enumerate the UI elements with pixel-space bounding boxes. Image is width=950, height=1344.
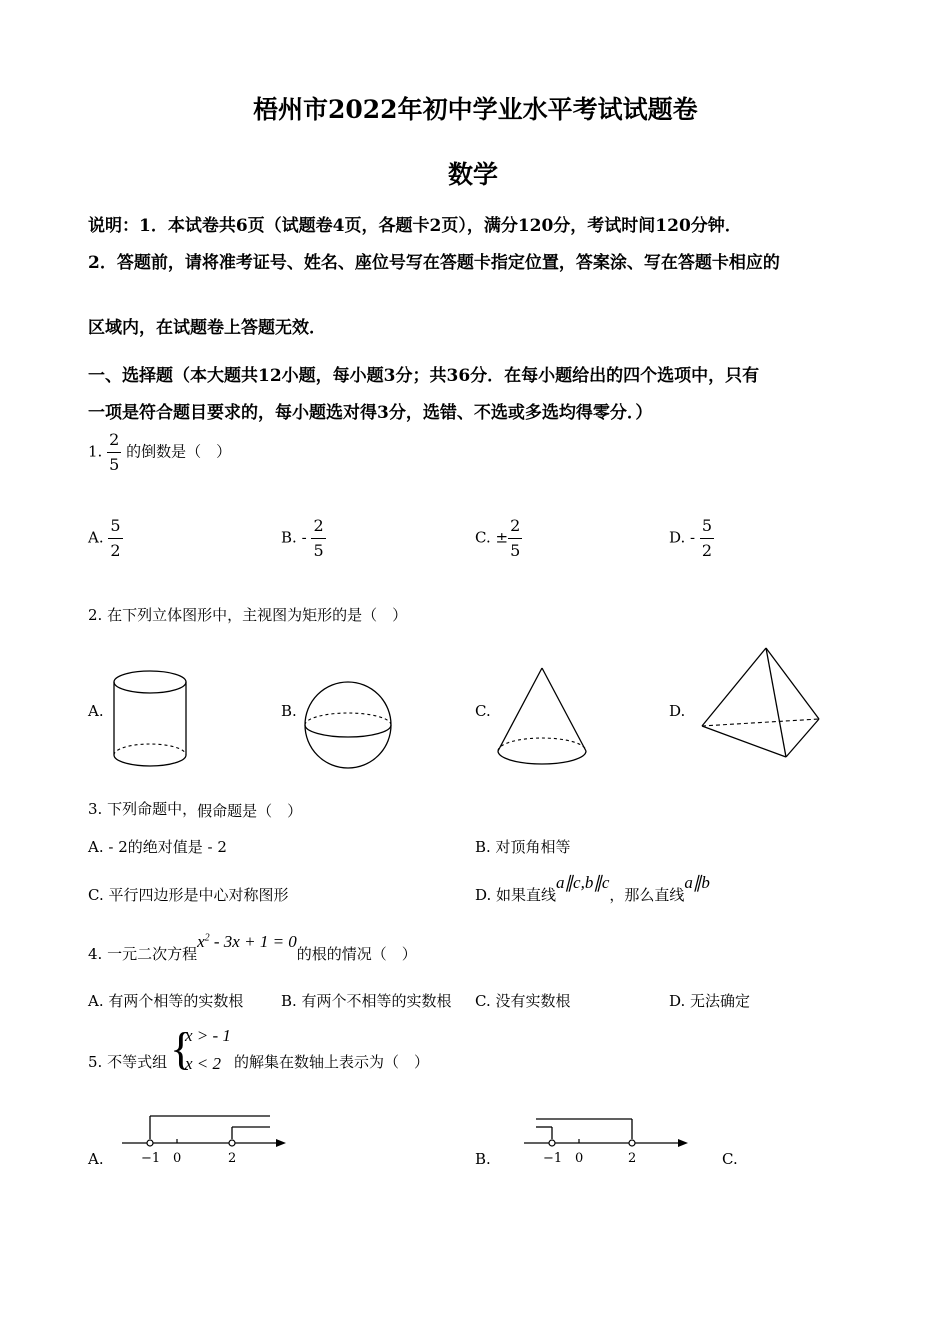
option-fraction <box>700 518 714 559</box>
question-4 <box>88 931 417 963</box>
fraction-denominator: 5 <box>107 452 121 473</box>
q3-option-b: B. 对顶角相等 <box>475 838 571 856</box>
option-d-prefix: D. 如果直线 <box>475 886 557 904</box>
question-2: 2. 在下列立体图形中，主视图为矩形的是（ ） <box>88 606 408 624</box>
q1-option-d <box>669 518 714 559</box>
question-3-text-a: 3. 下列命题中， <box>88 800 198 818</box>
tick-label-2: 2 <box>228 1151 237 1166</box>
notes-line-1: 说明：1．本试卷共6页（试题卷4页，各题卡2页），满分120分，考试时间120分钟． <box>88 216 742 236</box>
question-1-text: 的倒数是（ ） <box>126 442 232 461</box>
q4-option-b: B. 有两个不相等的实数根 <box>281 992 452 1010</box>
fraction-denominator: 2 <box>700 538 714 559</box>
tick-label-0: 0 <box>173 1151 182 1166</box>
tick-label-minus-1: −1 <box>141 1151 161 1166</box>
q5-option-b-label: B. <box>475 1150 491 1168</box>
question-1-fraction <box>107 432 121 473</box>
option-fraction <box>311 518 325 559</box>
question-3 <box>88 798 302 819</box>
q4-option-a: A. 有两个相等的实数根 <box>88 992 244 1010</box>
q2-option-c-label: C. <box>475 702 491 720</box>
question-5-prefix: 5. 不等式组 <box>88 1053 168 1071</box>
q1-option-c <box>475 518 522 559</box>
subject-title: 数学 <box>448 160 499 189</box>
equation-rest: - 3x + 1 = 0 <box>209 932 297 951</box>
option-sign: - <box>690 528 696 547</box>
fraction-numerator: 2 <box>510 516 521 535</box>
question-1 <box>88 432 231 473</box>
page-title: 梧州市2022年初中学业水平考试试题卷 <box>253 95 698 124</box>
question-4-prefix: 4. 一元二次方程 <box>88 945 198 963</box>
option-label: D. <box>669 528 686 547</box>
question-1-number: 1. <box>88 442 103 461</box>
option-d-middle: ，那么直线 <box>609 886 685 904</box>
q3-option-a: A. - 2的绝对值是 - 2 <box>88 838 227 856</box>
section-1-heading-2: 一项是符合题目要求的，每小题选对得3分，选错、不选或多选均得零分．） <box>88 403 653 423</box>
option-label: A. <box>88 528 104 547</box>
option-fraction <box>108 518 122 559</box>
fraction-denominator: 5 <box>311 538 325 559</box>
question-4-equation <box>197 932 297 951</box>
cylinder-figure <box>110 668 190 772</box>
option-d-math-1: a∥c,b∥c <box>556 873 610 892</box>
option-label: B. <box>281 528 297 547</box>
fraction-numerator: 2 <box>313 516 324 535</box>
question-5-suffix: 的解集在数轴上表示为（ ） <box>234 1053 430 1071</box>
q2-option-a-label: A. <box>88 702 104 720</box>
fraction-denominator: 2 <box>108 538 122 559</box>
q3-option-c: C. 平行四边形是中心对称图形 <box>88 886 289 904</box>
option-sign: ± <box>495 528 509 547</box>
tetrahedron-figure <box>698 644 824 762</box>
q2-option-b-label: B. <box>281 702 297 720</box>
system-brace: { <box>170 1023 193 1074</box>
question-4-suffix: 的根的情况（ ） <box>296 945 417 963</box>
option-sign: - <box>301 528 307 547</box>
fraction-numerator: 2 <box>109 430 120 449</box>
number-line-b <box>522 1110 694 1168</box>
inequality-1: x > - 1 <box>185 1026 231 1045</box>
section-1-heading-1: 一、选择题（本大题共12小题，每小题3分；共36分．在每小题给出的四个选项中，只有 <box>88 366 760 386</box>
tick-label-2: 2 <box>628 1151 637 1166</box>
inequality-2: x < 2 <box>185 1054 222 1073</box>
equation-exponent: 2 <box>204 932 210 944</box>
q5-option-a-label: A. <box>88 1150 104 1168</box>
q1-option-b <box>281 518 326 559</box>
fraction-numerator: 5 <box>701 516 713 535</box>
option-fraction <box>508 518 522 559</box>
option-d-math-2: a∥b <box>684 873 710 892</box>
q3-option-d <box>475 872 710 904</box>
notes-line-2: 2．答题前，请将准考证号、姓名、座位号写在答题卡指定位置，答案涂、写在答题卡相应的 <box>88 253 780 273</box>
q1-option-a <box>88 518 123 559</box>
tick-label-minus-1: −1 <box>543 1151 563 1166</box>
sphere-figure <box>302 679 394 771</box>
number-line-a <box>120 1110 292 1168</box>
fraction-numerator: 5 <box>110 516 121 535</box>
fraction-denominator: 5 <box>508 538 522 559</box>
q4-option-c: C. 没有实数根 <box>475 992 571 1010</box>
notes-line-3: 区域内，在试题卷上答题无效． <box>88 318 326 338</box>
tick-label-0: 0 <box>575 1151 584 1166</box>
cone-figure <box>494 666 590 770</box>
equation-variable: x <box>197 932 205 951</box>
option-label: C. <box>475 528 491 547</box>
q4-option-d: D. 无法确定 <box>669 992 751 1010</box>
q2-option-d-label: D. <box>669 702 686 720</box>
question-3-text-b: 假命题是（ ） <box>197 802 303 820</box>
q5-option-c-label: C. <box>722 1150 738 1168</box>
